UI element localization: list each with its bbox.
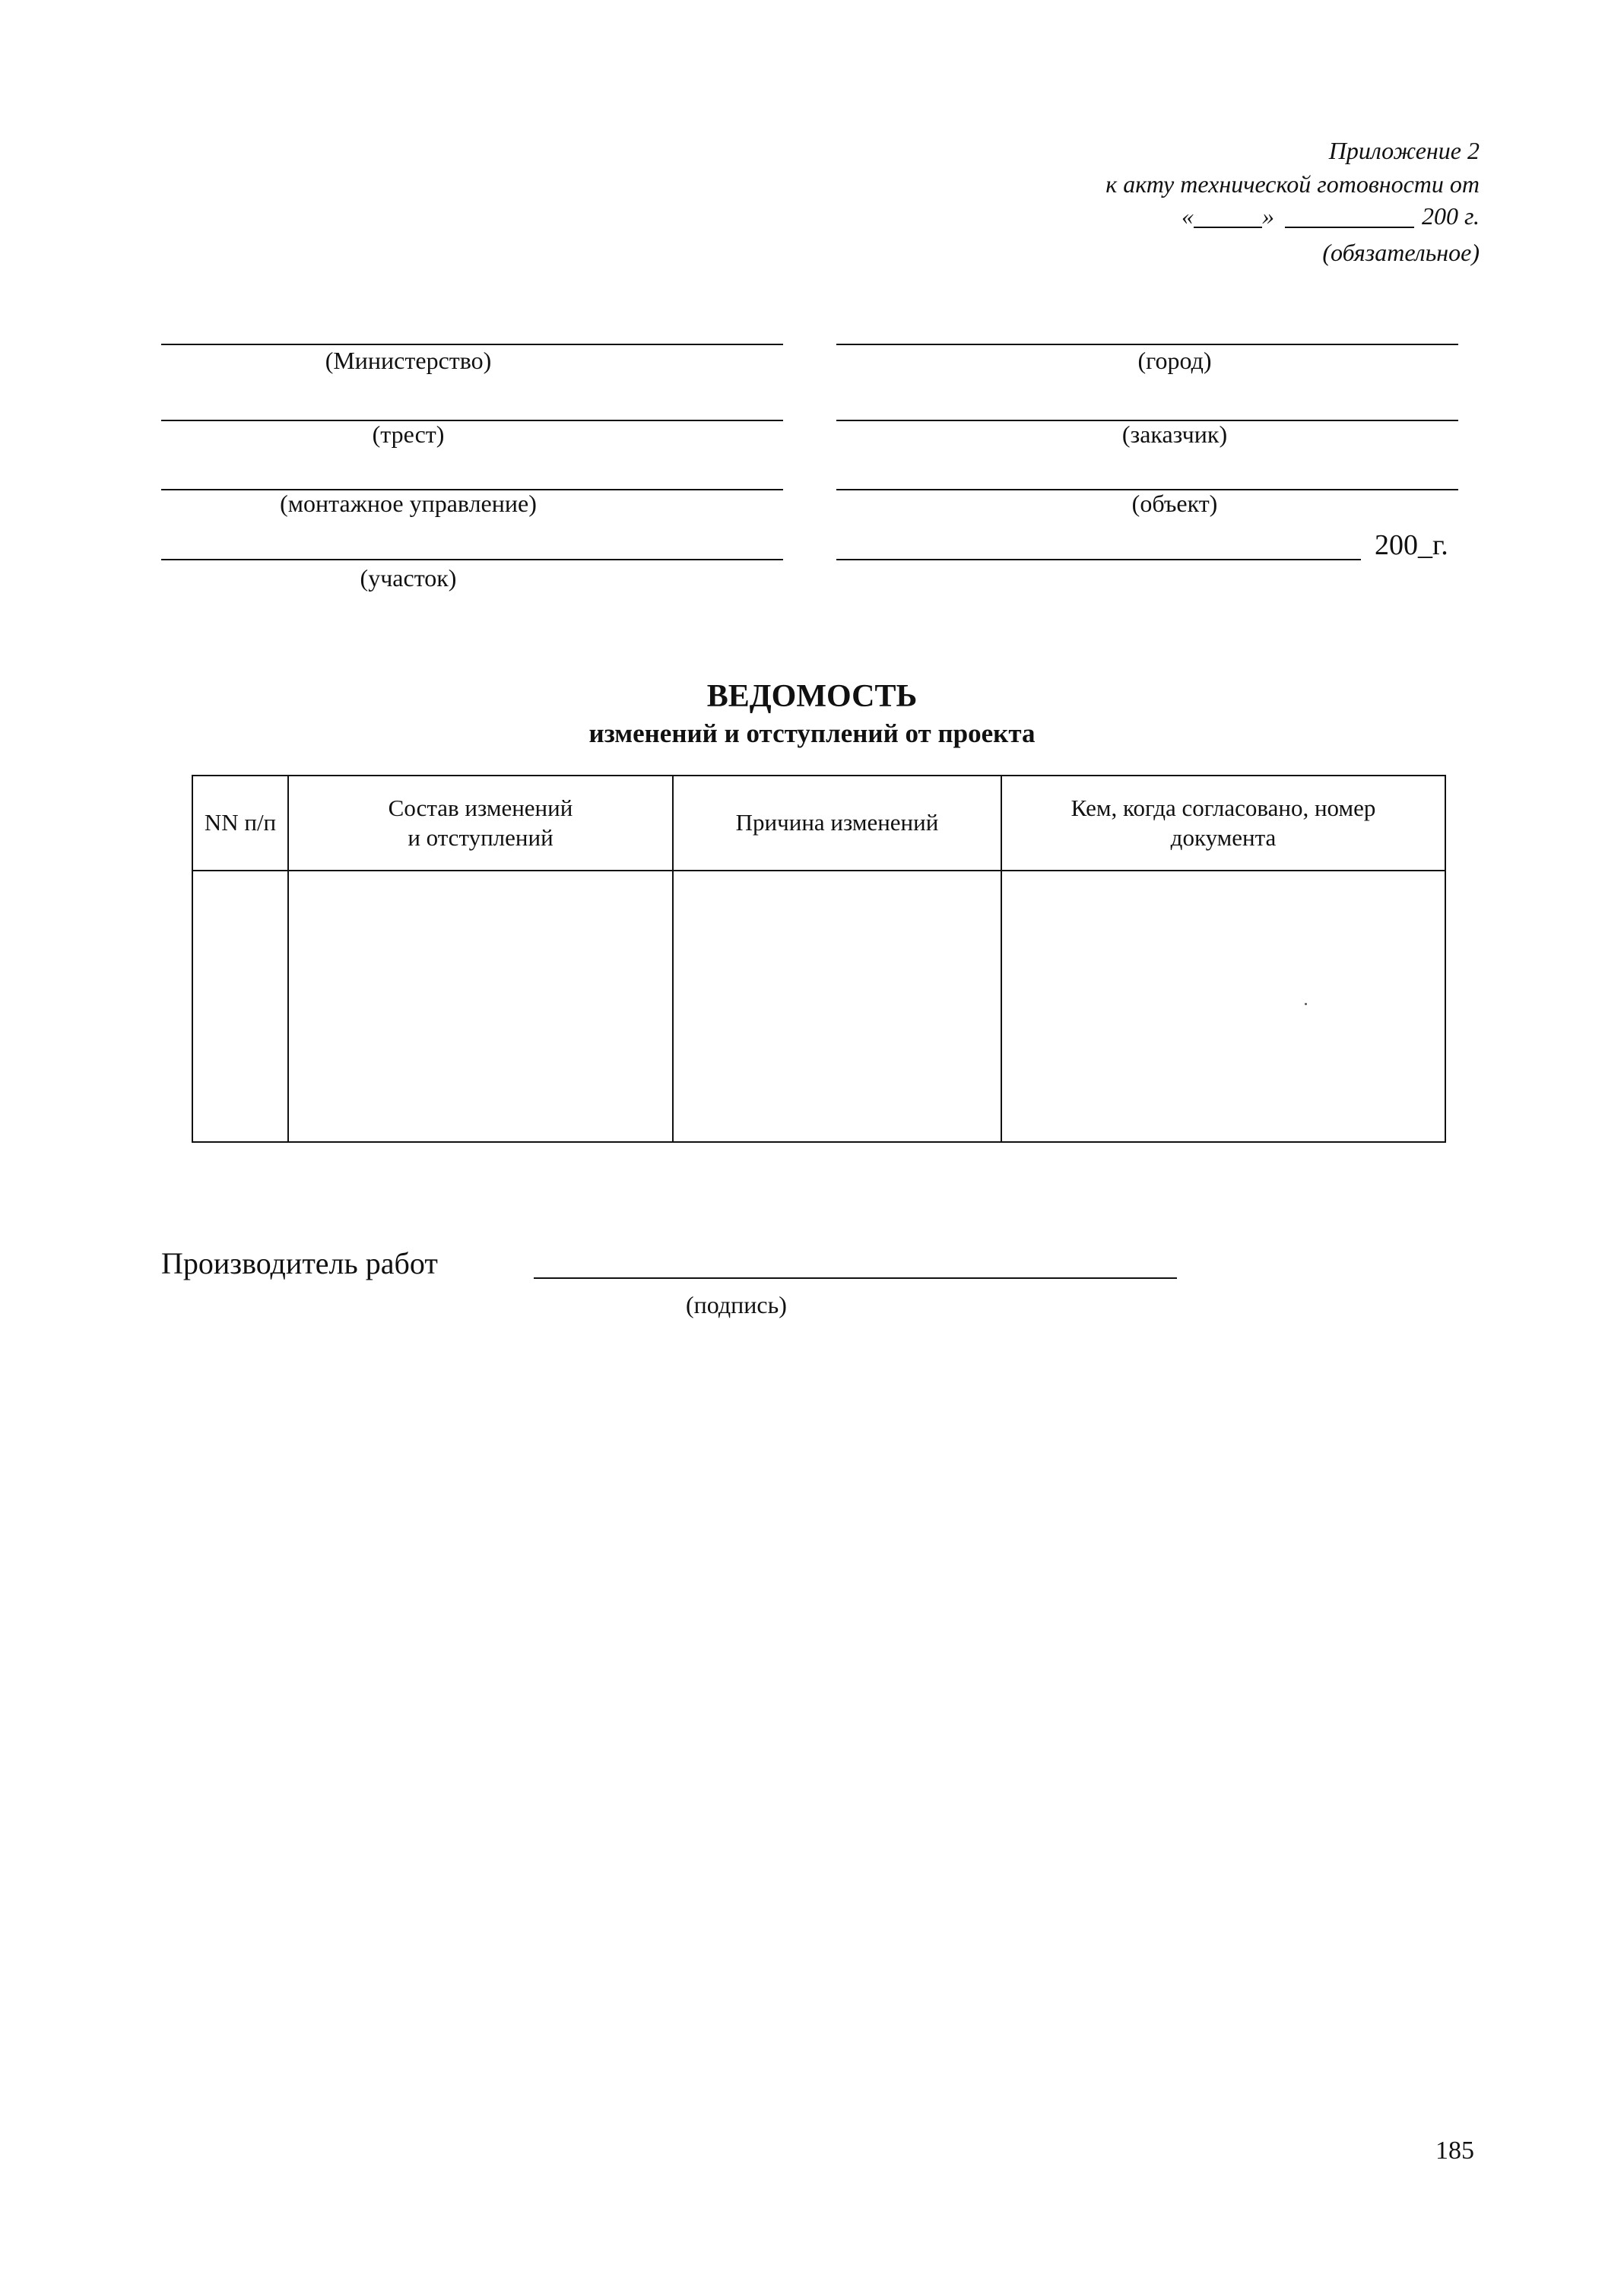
date-year-text: 200 г. xyxy=(1421,202,1480,230)
changes-table xyxy=(192,775,1446,1143)
customer-caption: (заказчик) xyxy=(1121,420,1228,448)
signature-line xyxy=(534,1277,1177,1279)
date-month-blank xyxy=(1285,226,1414,228)
header-number: NN п/п xyxy=(192,776,288,871)
assembly-dept-caption: (монтажное управление) xyxy=(280,490,537,517)
cell-reason[interactable] xyxy=(673,871,1001,1142)
table-header-row xyxy=(192,776,1445,871)
date-close-quote: » xyxy=(1261,202,1274,230)
section-caption: (участок) xyxy=(360,564,457,592)
section-line xyxy=(161,559,783,560)
city-line xyxy=(836,344,1458,345)
date-open-quote: « xyxy=(1181,202,1194,230)
signature-caption: (подпись) xyxy=(686,1291,787,1318)
date-day-blank xyxy=(1194,226,1262,228)
table-row xyxy=(192,871,1445,1142)
cell-number[interactable] xyxy=(192,871,288,1142)
appendix-mandatory: (обязательное) xyxy=(1322,239,1480,266)
trust-caption: (трест) xyxy=(372,420,445,448)
cell-composition[interactable] xyxy=(288,871,673,1142)
document-title: ВЕДОМОСТЬ xyxy=(706,679,918,714)
page-number: 185 xyxy=(1435,2137,1474,2165)
year-text: 200_г. xyxy=(1375,529,1448,561)
appendix-date xyxy=(1182,204,1480,228)
city-caption: (город) xyxy=(1137,347,1212,374)
document-subtitle: изменений и отступлений от проекта xyxy=(588,719,1036,748)
date-line xyxy=(836,559,1361,560)
appendix-subtitle: к акту технической готовности от xyxy=(1105,170,1480,198)
object-caption: (объект) xyxy=(1131,490,1218,517)
ministry-caption: (Министерство) xyxy=(325,347,492,374)
appendix-title: Приложение 2 xyxy=(1328,137,1480,164)
ministry-line xyxy=(161,344,783,345)
header-approval: Кем, когда согласовано, номер документа xyxy=(1001,776,1445,871)
cell-approval[interactable] xyxy=(1001,871,1445,1142)
signature-label: Производитель работ xyxy=(161,1246,438,1280)
scan-speck xyxy=(1305,1003,1307,1005)
header-reason: Причина изменений xyxy=(673,776,1001,871)
trust-line xyxy=(161,420,783,421)
header-composition: Состав изменений и отступлений xyxy=(288,776,673,871)
